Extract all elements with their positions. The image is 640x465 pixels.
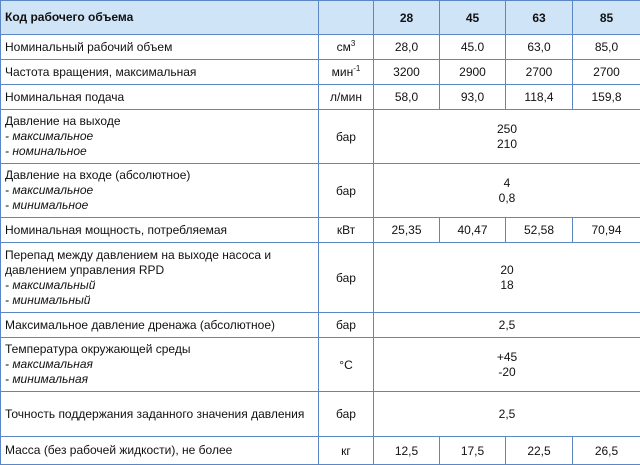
value-cell: 93,0 <box>440 85 506 110</box>
value-cell: 2700 <box>573 60 640 85</box>
param-label: Температура окружающей среды - максимальная - минимальная <box>1 338 319 392</box>
value-cell: 63,0 <box>506 35 573 60</box>
value-cell: 26,5 <box>573 437 640 465</box>
value-cell: 12,5 <box>374 437 440 465</box>
merged-value-cell: 20 18 <box>374 243 640 313</box>
param-label: Максимальное давление дренажа (абсолютное) <box>1 313 319 338</box>
unit-cell: кВт <box>319 218 374 243</box>
row-power <box>1 218 640 243</box>
header-code-63: 63 <box>506 1 573 35</box>
unit-cell: $см^3$ <box>319 35 374 60</box>
value-cell: 45.0 <box>440 35 506 60</box>
row-pressure-difference <box>1 243 640 313</box>
value-cell: 58,0 <box>374 85 440 110</box>
row-displacement <box>1 35 640 60</box>
param-label: Перепад между давлением на выходе насоса и давлением управления RPD - максимальный - минимальный <box>1 243 319 313</box>
unit-cell: бар <box>319 164 374 218</box>
merged-value-cell: 2,5 <box>374 392 640 437</box>
merged-value-cell: 2,5 <box>374 313 640 338</box>
unit-cell: бар <box>319 243 374 313</box>
header-code-85: 85 <box>573 1 640 35</box>
value-cell: 17,5 <box>440 437 506 465</box>
header-code-45: 45 <box>440 1 506 35</box>
row-inlet-pressure <box>1 164 640 218</box>
header-unit-cell <box>319 1 374 35</box>
unit-cell: бар <box>319 110 374 164</box>
row-flow <box>1 85 640 110</box>
header-label: Код рабочего объема <box>1 1 319 35</box>
value-cell: 85,0 <box>573 35 640 60</box>
row-ambient-temperature <box>1 338 640 392</box>
value-cell: 22,5 <box>506 437 573 465</box>
param-label: Номинальная подача <box>1 85 319 110</box>
param-label: Частота вращения, максимальная <box>1 60 319 85</box>
param-label: Точность поддержания заданного значения давления <box>1 392 319 437</box>
merged-value-cell: 4 0,8 <box>374 164 640 218</box>
param-label: Номинальный рабочий объем <box>1 35 319 60</box>
merged-value-cell: +45 -20 <box>374 338 640 392</box>
unit-cell: мин$^{-1}$ <box>319 60 374 85</box>
value-cell: 118,4 <box>506 85 573 110</box>
unit-cell: °С <box>319 338 374 392</box>
unit-cell: кг <box>319 437 374 465</box>
value-cell: 25,35 <box>374 218 440 243</box>
unit-cell: л/мин <box>319 85 374 110</box>
merged-value-cell: 250 210 <box>374 110 640 164</box>
value-cell: 3200 <box>374 60 440 85</box>
param-label: Давление на входе (абсолютное) - максимальное - минимальное <box>1 164 319 218</box>
value-cell: 2900 <box>440 60 506 85</box>
value-cell: 40,47 <box>440 218 506 243</box>
param-label: Масса (без рабочей жидкости), не более <box>1 437 319 465</box>
value-cell: 159,8 <box>573 85 640 110</box>
table-header-row <box>1 1 640 35</box>
value-cell: 2700 <box>506 60 573 85</box>
value-cell: 28,0 <box>374 35 440 60</box>
row-outlet-pressure <box>1 110 640 164</box>
unit-cell: бар <box>319 313 374 338</box>
value-cell: 52,58 <box>506 218 573 243</box>
row-speed <box>1 60 640 85</box>
row-accuracy <box>1 392 640 437</box>
param-label: Давление на выходе - максимальное - номинальное <box>1 110 319 164</box>
header-code-28: 28 <box>374 1 440 35</box>
value-cell: 70,94 <box>573 218 640 243</box>
unit-cell: бар <box>319 392 374 437</box>
row-drain-pressure <box>1 313 640 338</box>
row-mass <box>1 437 640 465</box>
param-label: Номинальная мощность, потребляемая <box>1 218 319 243</box>
